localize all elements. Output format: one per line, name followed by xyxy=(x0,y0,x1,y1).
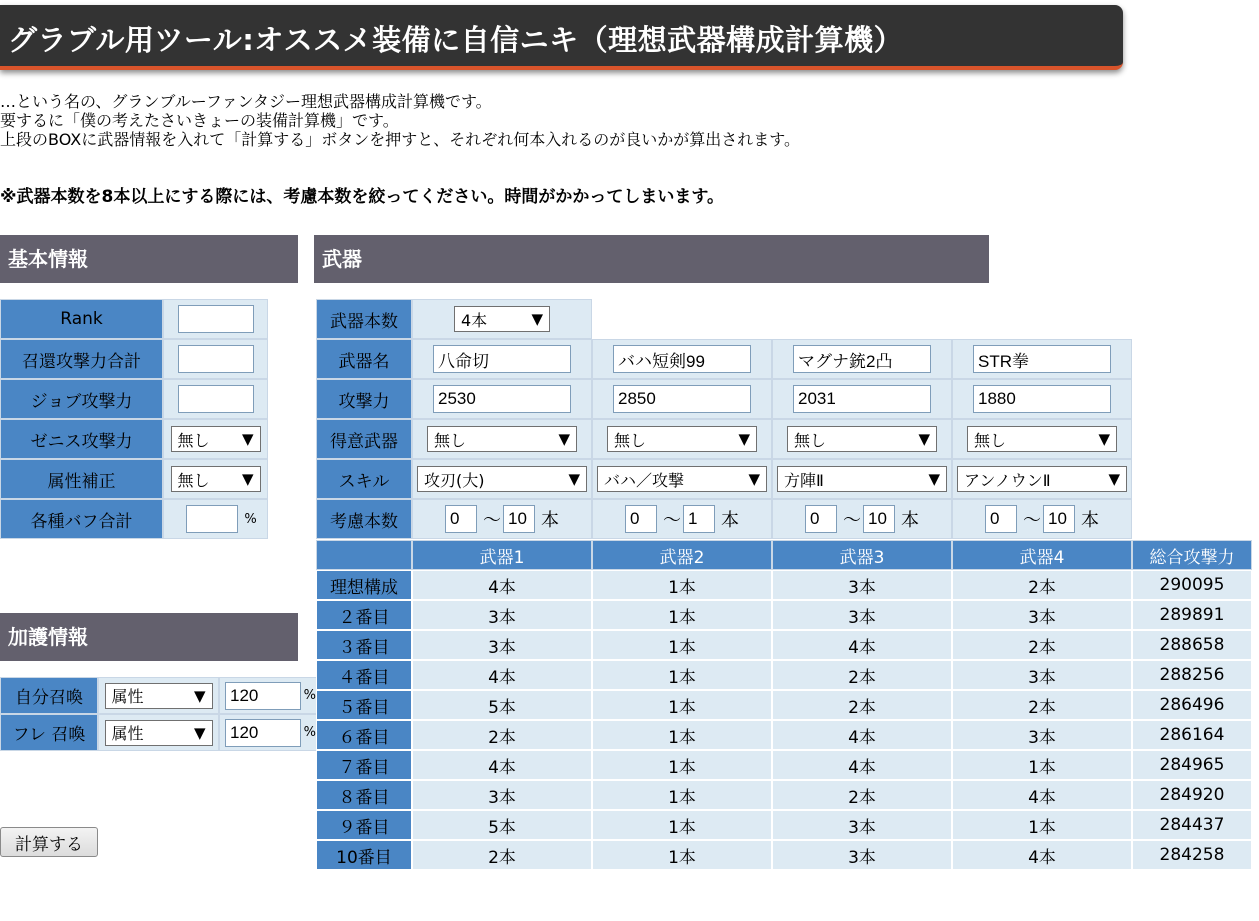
range-separator: 〜 xyxy=(483,510,501,531)
element-bonus-cell xyxy=(163,459,268,499)
row-weapon-count: 1本 xyxy=(592,630,772,660)
row-weapon-count: 1本 xyxy=(592,690,772,720)
warning-text: ※武器本数を8本以上にする際には、考慮本数を絞ってください。時間がかかってしまいます。 xyxy=(0,187,724,207)
table-row xyxy=(316,570,1252,600)
results-header-cell: 総合攻撃力 xyxy=(1132,540,1252,570)
row-weapon-count: 2本 xyxy=(412,720,592,750)
skill-cell xyxy=(412,459,592,499)
friend-summon-select[interactable] xyxy=(105,720,213,746)
consider-min-input[interactable]: 0 xyxy=(445,505,477,533)
dropdown-arrow-icon: ▼ xyxy=(193,723,206,742)
row-weapon-count: 3本 xyxy=(952,600,1132,630)
row-weapon-count: 3本 xyxy=(772,840,952,870)
buff-total-label: 各種バフ合計 xyxy=(0,499,163,539)
row-weapon-count: 1本 xyxy=(952,810,1132,840)
page-title: グラブル用ツール:オススメ装備に自信ニキ（理想武器構成計算機） xyxy=(8,23,904,57)
row-weapon-count: 3本 xyxy=(412,600,592,630)
row-rank: ９番目 xyxy=(316,810,412,840)
dropdown-arrow-icon: ▼ xyxy=(241,430,254,448)
skill-select[interactable] xyxy=(597,466,767,492)
favorite-select[interactable] xyxy=(967,426,1117,452)
consider-count-cell xyxy=(772,499,952,539)
consider-count-cell xyxy=(412,499,592,539)
row-total-attack: 284258 xyxy=(1132,840,1252,870)
favorite-select[interactable] xyxy=(427,426,577,452)
results-header-cell: 武器4 xyxy=(952,540,1132,570)
dropdown-arrow-icon: ▼ xyxy=(738,430,750,448)
favorite-cell xyxy=(772,419,952,459)
consider-count-cell xyxy=(952,499,1132,539)
job-attack-cell xyxy=(163,379,268,419)
intro-line: 上段のBOXに武器情報を入れて「計算する」ボタンを押すと、それぞれ何本入れるのが良いかが算出されます。 xyxy=(0,130,800,149)
intro-line: 要するに「僕の考えたさいきょーの装備計算機」です。 xyxy=(0,111,399,130)
select-value: 無し xyxy=(177,470,210,490)
table-row xyxy=(316,750,1252,780)
friend-summon-value-cell xyxy=(219,714,317,751)
attack-input[interactable]: 1880 xyxy=(973,385,1111,413)
table-row xyxy=(316,780,1252,810)
zenith-attack-select[interactable] xyxy=(171,426,261,452)
row-weapon-count: 5本 xyxy=(412,810,592,840)
attack-cell xyxy=(592,379,772,419)
row-weapon-count: 3本 xyxy=(952,720,1132,750)
range-separator: 〜 xyxy=(843,510,861,531)
dropdown-arrow-icon: ▼ xyxy=(1098,430,1110,448)
unit-label: 本 xyxy=(901,510,919,531)
consider-max-input[interactable]: 10 xyxy=(1043,505,1075,533)
range-separator: 〜 xyxy=(1023,510,1041,531)
intro-text xyxy=(0,92,800,149)
unit-label: 本 xyxy=(1081,510,1099,531)
select-value: 方陣Ⅱ xyxy=(784,470,824,490)
consider-min-input[interactable]: 0 xyxy=(625,505,657,533)
friend-summon-input[interactable]: 120 xyxy=(225,719,301,747)
dropdown-arrow-icon: ▼ xyxy=(193,686,206,705)
select-value: 4本 xyxy=(461,310,488,330)
weapons-heading: 武器 xyxy=(314,235,989,283)
consider-max-input[interactable]: 10 xyxy=(503,505,535,533)
dropdown-arrow-icon: ▼ xyxy=(558,430,570,448)
results-table xyxy=(316,540,1252,870)
row-weapon-count: 4本 xyxy=(772,750,952,780)
calculate-button[interactable]: 計算する xyxy=(0,827,98,857)
row-weapon-count: 1本 xyxy=(592,720,772,750)
blessing-heading: 加護情報 xyxy=(0,613,298,661)
consider-min-input[interactable]: 0 xyxy=(985,505,1017,533)
row-total-attack: 288256 xyxy=(1132,660,1252,690)
favorite-cell xyxy=(952,419,1132,459)
range-separator: 〜 xyxy=(663,510,681,531)
intro-line: …という名の、グランブルーファンタジー理想武器構成計算機です。 xyxy=(0,92,492,111)
unit-label: 本 xyxy=(541,510,559,531)
results-header-cell: 武器2 xyxy=(592,540,772,570)
skill-select[interactable] xyxy=(957,466,1127,492)
row-total-attack: 288658 xyxy=(1132,630,1252,660)
row-weapon-count: 3本 xyxy=(952,660,1132,690)
row-total-attack: 290095 xyxy=(1132,570,1252,600)
row-total-attack: 286496 xyxy=(1132,690,1252,720)
weapon-name-label: 武器名 xyxy=(316,339,412,379)
buff-total-cell xyxy=(163,499,268,539)
attack-cell xyxy=(772,379,952,419)
results-header-cell: 武器1 xyxy=(412,540,592,570)
select-value: 無し xyxy=(974,430,1007,450)
row-weapon-count: 2本 xyxy=(772,660,952,690)
weapon-name-input[interactable]: マグナ銃2凸 xyxy=(793,345,931,373)
attack-label: 攻撃力 xyxy=(316,379,412,419)
attack-cell xyxy=(952,379,1132,419)
row-rank: ４番目 xyxy=(316,660,412,690)
row-weapon-count: 1本 xyxy=(592,750,772,780)
job-attack-label: ジョブ攻撃力 xyxy=(0,379,163,419)
row-rank: ７番目 xyxy=(316,750,412,780)
row-weapon-count: 2本 xyxy=(772,780,952,810)
rank-cell xyxy=(163,299,268,339)
dropdown-arrow-icon: ▼ xyxy=(568,470,580,488)
row-weapon-count: 5本 xyxy=(412,690,592,720)
zenith-attack-label: ゼニス攻撃力 xyxy=(0,419,163,459)
row-rank: ６番目 xyxy=(316,720,412,750)
own-summon-label: 自分召喚 xyxy=(0,677,98,714)
attack-input[interactable]: 2530 xyxy=(433,385,571,413)
row-rank: ８番目 xyxy=(316,780,412,810)
unit-label: 本 xyxy=(721,510,739,531)
skill-cell xyxy=(952,459,1132,499)
row-total-attack: 289891 xyxy=(1132,600,1252,630)
row-weapon-count: 4本 xyxy=(412,660,592,690)
row-total-attack: 286164 xyxy=(1132,720,1252,750)
select-value: アンノウンⅡ xyxy=(964,470,1051,490)
row-weapon-count: 3本 xyxy=(772,600,952,630)
table-row xyxy=(316,810,1252,840)
select-value: 攻刃(大) xyxy=(424,470,485,490)
weapon-name-cell xyxy=(412,339,592,379)
dropdown-arrow-icon: ▼ xyxy=(1108,470,1120,488)
row-weapon-count: 1本 xyxy=(592,570,772,600)
own-summon-input[interactable]: 120 xyxy=(225,682,301,710)
row-weapon-count: 1本 xyxy=(592,840,772,870)
table-row xyxy=(316,600,1252,630)
row-weapon-count: 3本 xyxy=(412,630,592,660)
weapon-name-cell xyxy=(592,339,772,379)
consider-min-input[interactable]: 0 xyxy=(805,505,837,533)
element-bonus-select[interactable] xyxy=(171,466,261,492)
row-rank: ２番目 xyxy=(316,600,412,630)
favorite-label: 得意武器 xyxy=(316,419,412,459)
own-summon-value-cell xyxy=(219,677,317,714)
consider-count-cell xyxy=(592,499,772,539)
row-weapon-count: 4本 xyxy=(412,750,592,780)
weapon-count-select[interactable] xyxy=(454,306,550,332)
table-row xyxy=(316,660,1252,690)
buff-total-input[interactable] xyxy=(186,505,238,533)
friend-summon-label: フレ 召喚 xyxy=(0,714,98,751)
row-weapon-count: 3本 xyxy=(772,810,952,840)
results-body xyxy=(316,570,1252,870)
summon-attack-input[interactable] xyxy=(178,345,254,373)
row-total-attack: 284965 xyxy=(1132,750,1252,780)
summon-attack-label: 召還攻撃力合計 xyxy=(0,339,163,379)
job-attack-input[interactable] xyxy=(178,385,254,413)
row-rank: 10番目 xyxy=(316,840,412,870)
own-summon-select[interactable] xyxy=(105,683,213,709)
row-weapon-count: 1本 xyxy=(592,810,772,840)
weapon-name-input[interactable]: バハ短剣99 xyxy=(613,345,751,373)
table-row xyxy=(316,720,1252,750)
row-weapon-count: 1本 xyxy=(592,600,772,630)
dropdown-arrow-icon: ▼ xyxy=(241,470,254,488)
select-value: 無し xyxy=(794,430,827,450)
attack-cell xyxy=(412,379,592,419)
row-weapon-count: 4本 xyxy=(952,780,1132,810)
row-weapon-count: 4本 xyxy=(772,720,952,750)
weapon-count-cell xyxy=(412,299,592,339)
skill-cell xyxy=(592,459,772,499)
percent-unit: % xyxy=(303,725,316,740)
row-weapon-count: 3本 xyxy=(412,780,592,810)
percent-unit: % xyxy=(303,688,316,703)
select-value: 無し xyxy=(614,430,647,450)
weapon-name-input[interactable]: 八命切 xyxy=(433,345,571,373)
skill-cell xyxy=(772,459,952,499)
row-weapon-count: 2本 xyxy=(952,630,1132,660)
attack-input[interactable]: 2031 xyxy=(793,385,931,413)
row-total-attack: 284920 xyxy=(1132,780,1252,810)
own-summon-select-cell xyxy=(98,677,219,714)
title-banner xyxy=(0,5,1123,70)
dropdown-arrow-icon: ▼ xyxy=(918,430,930,448)
weapon-name-input[interactable]: STR拳 xyxy=(973,345,1111,373)
rank-input[interactable] xyxy=(178,305,254,333)
row-weapon-count: 2本 xyxy=(412,840,592,870)
consider-count-label: 考慮本数 xyxy=(316,499,412,539)
row-weapon-count: 3本 xyxy=(772,570,952,600)
row-rank: ３番目 xyxy=(316,630,412,660)
row-weapon-count: 2本 xyxy=(952,690,1132,720)
element-bonus-label: 属性補正 xyxy=(0,459,163,499)
row-weapon-count: 2本 xyxy=(772,690,952,720)
dropdown-arrow-icon: ▼ xyxy=(531,310,543,328)
row-weapon-count: 4本 xyxy=(412,570,592,600)
basic-info-heading: 基本情報 xyxy=(0,235,298,283)
rank-label: Rank xyxy=(0,299,163,339)
row-weapon-count: 4本 xyxy=(952,840,1132,870)
table-row xyxy=(316,840,1252,870)
results-header-cell: 武器3 xyxy=(772,540,952,570)
results-header-row xyxy=(316,540,1252,570)
dropdown-arrow-icon: ▼ xyxy=(928,470,940,488)
row-total-attack: 284437 xyxy=(1132,810,1252,840)
attack-input[interactable]: 2850 xyxy=(613,385,751,413)
weapon-name-cell xyxy=(772,339,952,379)
skill-select[interactable] xyxy=(417,466,587,492)
table-row xyxy=(316,630,1252,660)
weapon-name-cell xyxy=(952,339,1132,379)
favorite-select[interactable] xyxy=(607,426,757,452)
table-row xyxy=(316,690,1252,720)
select-value: 無し xyxy=(177,430,210,450)
skill-label: スキル xyxy=(316,459,412,499)
row-weapon-count: 1本 xyxy=(952,750,1132,780)
select-value: 属性 xyxy=(111,687,144,706)
weapon-count-label: 武器本数 xyxy=(316,299,412,339)
consider-max-input[interactable]: 1 xyxy=(683,505,715,533)
select-value: 属性 xyxy=(111,724,144,743)
select-value: バハ／攻撃 xyxy=(604,470,685,490)
row-weapon-count: 1本 xyxy=(592,660,772,690)
favorite-cell xyxy=(412,419,592,459)
percent-unit: % xyxy=(244,511,257,527)
friend-summon-select-cell xyxy=(98,714,219,751)
row-weapon-count: 4本 xyxy=(772,630,952,660)
row-weapon-count: 2本 xyxy=(952,570,1132,600)
dropdown-arrow-icon: ▼ xyxy=(748,470,760,488)
row-weapon-count: 1本 xyxy=(592,780,772,810)
consider-max-input[interactable]: 10 xyxy=(863,505,895,533)
summon-attack-cell xyxy=(163,339,268,379)
favorite-cell xyxy=(592,419,772,459)
row-rank: ５番目 xyxy=(316,690,412,720)
row-rank: 理想構成 xyxy=(316,570,412,600)
favorite-select[interactable] xyxy=(787,426,937,452)
results-header-cell xyxy=(316,540,412,570)
select-value: 無し xyxy=(434,430,467,450)
zenith-attack-cell xyxy=(163,419,268,459)
skill-select[interactable] xyxy=(777,466,947,492)
